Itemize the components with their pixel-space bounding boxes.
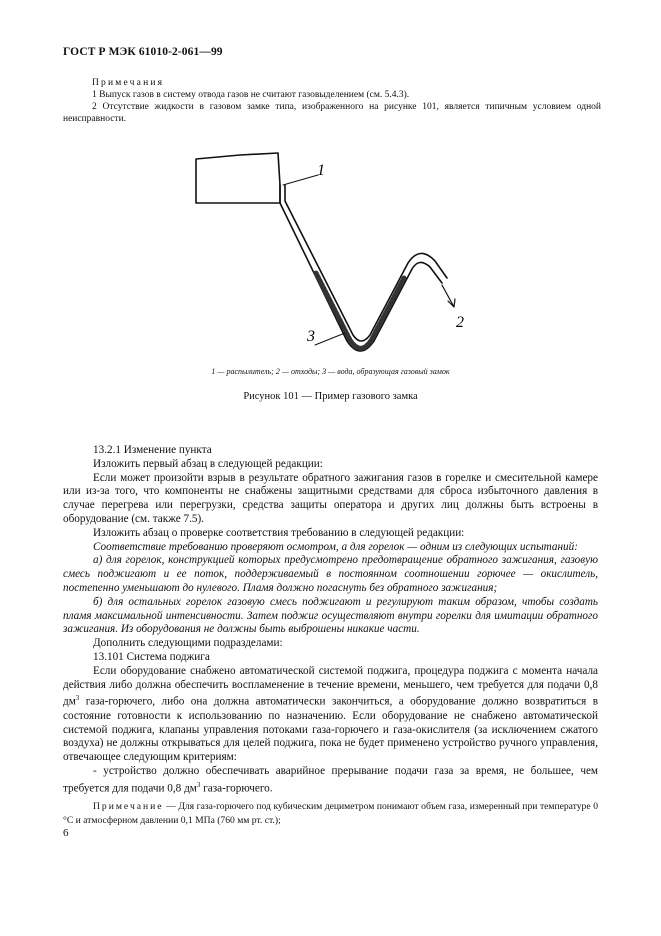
gas-trap-figure bbox=[180, 145, 480, 365]
waste-arrow bbox=[442, 285, 455, 307]
section-heading-13-101: 13.101 Система поджига bbox=[93, 650, 210, 663]
note-1: 1 Выпуск газов в систему отвода газов не считают газовыделением (см. 5.4.3). bbox=[92, 90, 410, 100]
paragraph bbox=[63, 665, 598, 765]
page-header: ГОСТ Р МЭК 61010-2-061—99 bbox=[63, 46, 223, 58]
paragraph: Изложить первый абзац в следующей редакции: bbox=[93, 457, 323, 470]
paragraph: Изложить абзац о проверке соответствия требованию в следующей редакции: bbox=[93, 526, 465, 539]
leader-line-1 bbox=[283, 175, 318, 185]
body-text bbox=[63, 444, 598, 828]
paragraph-text: газа-горючего. bbox=[200, 782, 273, 795]
note-label: Примечание bbox=[93, 801, 164, 813]
note-paragraph bbox=[63, 800, 598, 828]
paragraph bbox=[63, 765, 598, 796]
figure-label-3: 3 bbox=[307, 328, 315, 345]
paragraph: а) для горелок, конструкцией которых предусмотрено предотвращение обратного зажигания, газовую смесь поджигают и ее поток, поддерживаемый в постоянном соотношении горючее — окислитель, постепенно уменьшают до нулевого. Пламя должно погаснуть без обратного зажигания; bbox=[63, 554, 598, 594]
leader-line-3 bbox=[315, 333, 345, 345]
section-heading-13-2-1: 13.2.1 Изменение пункта bbox=[93, 444, 212, 456]
figure-label-2: 2 bbox=[456, 314, 464, 331]
note-2: 2 Отсутствие жидкости в газовом замке типа, изображенного на рисунке 101, является типичным условием одной неисправности. bbox=[63, 102, 601, 124]
paragraph-text: газа-горючего, либо она должна автоматически закончиться, а оборудование должно возвратиться в состояние готовности к использованию по назначению. Если оборудование не снабжено автоматической системой поджига, клапаны управления потоками газа-горючего и газа-окислителя (за исключением сжатого воздуха) не должны открываться для целей поджига, пока не будет применено устройство ручного управления, отвечающее следующим критериям: bbox=[63, 696, 598, 764]
notes-title: Примечания bbox=[92, 78, 165, 88]
paragraph: б) для остальных горелок газовую смесь поджигают и регулируют таким образом, чтобы создать пламя максимальной интенсивности. Затем поджиг осуществляют внутри горелки для имитации обратного зажигания. Из оборудования не должны быть выброшены никакие части. bbox=[63, 595, 598, 636]
superscript: 3 bbox=[196, 780, 201, 789]
atomizer-body bbox=[196, 153, 280, 203]
paragraph: Соответствие требованию проверяют осмотром, а для горелок — одним из следующих испытаний: bbox=[93, 540, 578, 553]
figure-title: Рисунок 101 — Пример газового замка bbox=[243, 391, 418, 402]
paragraph-text: - устройство должно обеспечивать аварийное прерывание подачи газа за время, не большее, чем требуется для подачи 0,8 дм bbox=[63, 765, 598, 795]
page-number: 6 bbox=[63, 827, 69, 839]
paragraph: Если может произойти взрыв в результате обратного зажигания газов в горелке и смесительной камере или из-за того, что компоненты не снабжены защитными средствами для сброса избыточного давления в случае перегрева или перегрузки, средства защиты оператора и других лиц должны быть встроены в оборудование (см. также 7.5). bbox=[63, 471, 598, 525]
note-text: — Для газа-горючего под кубическим дециметром понимают объем газа, измеренный при температуре 0 °С и атмосферном давлении 0,1 МПа (760 мм рт. ст.); bbox=[63, 801, 598, 827]
paragraph: Дополнить следующими подразделами: bbox=[93, 637, 283, 650]
superscript: 3 bbox=[75, 694, 80, 703]
paragraph-text: Если оборудование снабжено автоматической системой поджига, процедура поджига с момента начала действия либо должна обеспечить воспламенение в течение времени, меньшего, чем требуется для подачи 0,8 дм bbox=[63, 664, 598, 709]
trap-tube-outer bbox=[280, 185, 442, 351]
figure-label-1: 1 bbox=[317, 162, 325, 179]
figure-legend: 1 — распылитель; 2 — отходы; 3 — вода, образующая газовый замок bbox=[211, 367, 450, 376]
